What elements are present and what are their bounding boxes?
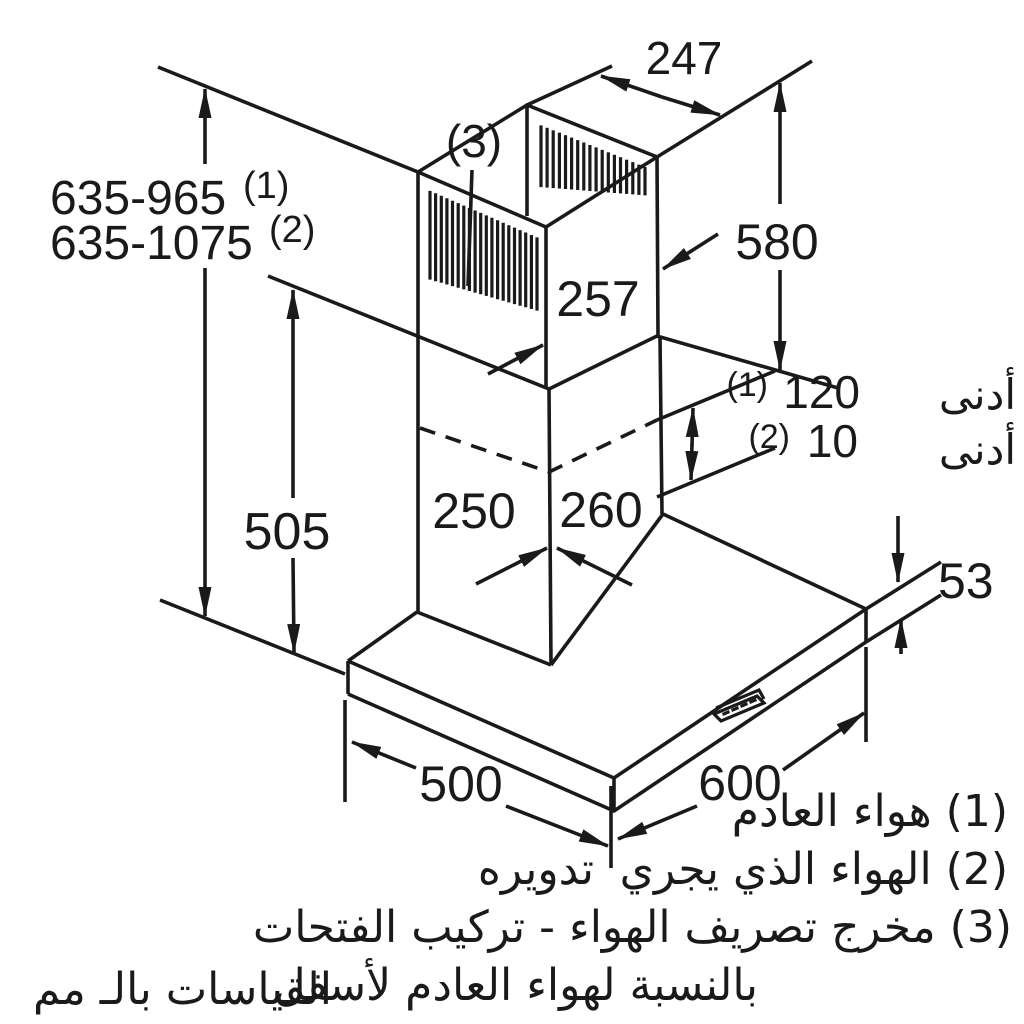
dim-257-arrow-left [488, 345, 543, 374]
vent-grille-right-face [541, 125, 645, 195]
dim-ref-1: (1) [243, 165, 290, 207]
chimney-right-edge-lower [660, 336, 662, 514]
dim-247-arrow-right [662, 97, 720, 115]
min-word-exhaust: أدنى [938, 370, 1016, 419]
dim-500-arrow-right [506, 806, 608, 846]
dim-min-overlap-arrow-down [691, 444, 692, 480]
dim-label-120: 120 [783, 366, 860, 418]
legend-item-2: (2) الهواء الذي يجري [619, 844, 1008, 895]
dimension-arrows [205, 76, 901, 846]
dim-label-580: 580 [735, 214, 819, 270]
vent-callout-leader [468, 170, 472, 286]
dim-500-arrow-left [352, 742, 416, 768]
dim-ref-10: (2) [748, 418, 790, 456]
units-note: القياسات بالـ مم [32, 964, 332, 1015]
canopy-top-face-back-left-edge [348, 612, 417, 661]
dim-ref-2: (2) [269, 209, 316, 251]
dim-label-635-965: 635-965 [50, 172, 227, 225]
dimension-labels [50, 32, 1016, 812]
dim-label-600: 600 [698, 755, 782, 811]
dim-600-arrow-right [783, 713, 864, 770]
vent-grille-left-face [430, 191, 537, 311]
dim-min-overlap-arrow-up [692, 408, 693, 446]
dim-ref-120: (1) [726, 366, 768, 404]
chimney-right-edge-upper [657, 157, 658, 336]
dim-600-arrow-left [618, 806, 697, 839]
dim-label-250: 250 [432, 483, 516, 539]
dim-label-635-1075: 635-1075 [50, 217, 253, 270]
dim-257-arrow-right [663, 234, 718, 269]
dim-label-260: 260 [559, 482, 643, 538]
dim-label-247: 247 [645, 32, 723, 84]
dim-label-500: 500 [419, 756, 503, 812]
chimney-front-edge-lower [549, 388, 551, 665]
chimney-base-left-edge [417, 612, 551, 665]
telescopic-min-position-dashed-line [420, 420, 657, 472]
dim-label-505: 505 [243, 503, 331, 561]
canopy-top-face-back-right-edge [663, 514, 866, 609]
legend-item-3: (3) مخرج تصريف الهواء - تركيب الفتحات [252, 902, 1012, 953]
legend [33, 786, 1012, 1015]
dim-label-257: 257 [556, 271, 640, 327]
ext-top-left [158, 67, 418, 172]
legend-item-3-continued: بالنسبة لهواء العادم لأسفل [273, 960, 758, 1011]
vent-callout-label: (3) [445, 115, 503, 167]
ext-canopy-left [160, 600, 345, 674]
min-word-recirculation: أدنى [938, 425, 1016, 474]
ext-duct-top-left [527, 66, 612, 105]
dim-label-10: 10 [806, 415, 858, 467]
legend-item-2-continued: تدويره [477, 844, 594, 895]
dim-260-arrow [557, 548, 632, 585]
legend-item-1: (1) هواء العادم [731, 786, 1008, 837]
dim-250-arrow [476, 548, 547, 584]
dim-label-53: 53 [938, 553, 994, 609]
dim-505-arrow-down [293, 558, 294, 653]
